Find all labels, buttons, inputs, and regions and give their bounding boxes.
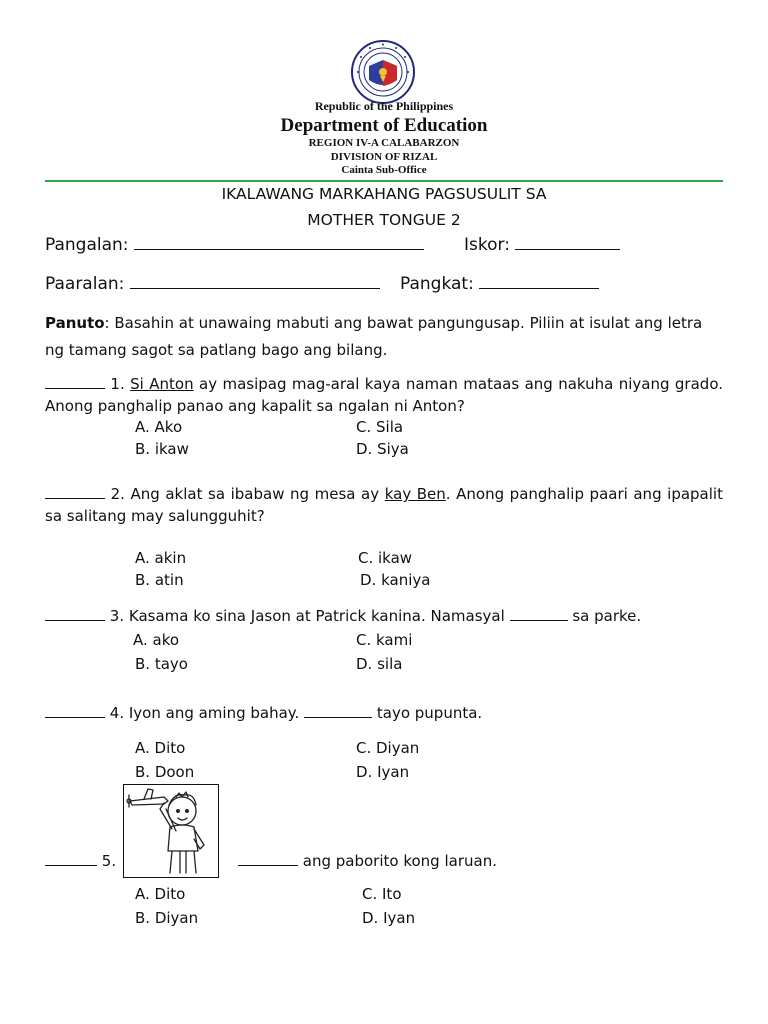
question-text: Ang aklat sa ibabaw ng mesa ay bbox=[130, 485, 385, 503]
name-field[interactable] bbox=[45, 235, 424, 255]
option-a-3: A. ako bbox=[133, 631, 180, 649]
republic-line: Republic of the Philippines bbox=[314, 99, 454, 113]
option-d-4: D. Iyan bbox=[356, 763, 410, 781]
boy-with-toy-airplane-icon bbox=[124, 785, 218, 877]
question-text-end: . Anong panghalip paari ang ipapalit sa salitang may salungguhit? bbox=[45, 485, 723, 525]
question-number: 4. bbox=[109, 704, 125, 722]
section-label: Pangkat: bbox=[400, 274, 474, 294]
answer-blank-4[interactable] bbox=[45, 716, 105, 718]
option-a-1: A. Ako bbox=[135, 418, 183, 436]
option-b-2: B. atin bbox=[135, 571, 184, 589]
score-label: Iskor: bbox=[464, 235, 510, 255]
department-name: Department of Education bbox=[280, 115, 488, 136]
question-1 bbox=[45, 373, 723, 417]
division-line: DIVISION OF RIZAL bbox=[330, 151, 438, 163]
question-text-end: sa parke. bbox=[572, 607, 642, 625]
boy-with-toy-airplane-picture bbox=[123, 784, 219, 878]
instructions bbox=[45, 310, 723, 364]
answer-blank-5[interactable] bbox=[45, 864, 97, 866]
section-field[interactable] bbox=[400, 274, 599, 294]
question-3 bbox=[45, 607, 641, 625]
school-field[interactable] bbox=[45, 274, 380, 294]
score-field[interactable] bbox=[464, 235, 620, 255]
question-text: Kasama ko sina Jason at Patrick kanina. Namasyal bbox=[128, 607, 505, 625]
option-a-4: A. Dito bbox=[135, 739, 186, 757]
option-d-2: D. kaniya bbox=[360, 571, 431, 589]
option-a-5: A. Dito bbox=[135, 885, 186, 903]
answer-blank-2[interactable] bbox=[45, 497, 105, 499]
inline-blank-4[interactable] bbox=[304, 716, 372, 718]
question-number: 2. bbox=[110, 485, 125, 503]
score-blank[interactable] bbox=[515, 248, 620, 250]
region-line: REGION IV-A CALABARZON bbox=[308, 137, 460, 149]
inline-blank-3[interactable] bbox=[510, 619, 568, 621]
deped-seal-icon bbox=[351, 40, 415, 104]
question-number: 5. bbox=[101, 852, 117, 870]
option-a-2: A. akin bbox=[135, 549, 187, 567]
option-d-3: D. sila bbox=[356, 655, 403, 673]
question-5 bbox=[45, 852, 116, 870]
option-c-1: C. Sila bbox=[356, 418, 404, 436]
option-d-1: D. Siya bbox=[356, 440, 409, 458]
instructions-label: Panuto bbox=[45, 314, 105, 332]
question-5-text bbox=[238, 852, 497, 870]
exam-title-line2: MOTHER TONGUE 2 bbox=[307, 211, 461, 229]
name-blank[interactable] bbox=[134, 248, 424, 250]
option-d-5: D. Iyan bbox=[362, 909, 416, 927]
header-divider bbox=[45, 180, 723, 182]
question-text: ay masipag mag-aral kaya naman mataas ang nakuha niyang grado. Anong panghalip panao ang kapalit sa ngalan ni Anton? bbox=[45, 375, 723, 415]
option-c-5: C. Ito bbox=[362, 885, 402, 903]
option-b-5: B. Diyan bbox=[135, 909, 199, 927]
underlined-phrase: kay Ben bbox=[384, 485, 446, 503]
question-number: 1. bbox=[110, 375, 125, 393]
question-2 bbox=[45, 483, 723, 527]
exam-title-line1: IKALAWANG MARKAHANG PAGSUSULIT SA bbox=[221, 185, 547, 203]
underlined-phrase: Si Anton bbox=[130, 375, 194, 393]
section-blank[interactable] bbox=[479, 287, 599, 289]
option-b-4: B. Doon bbox=[135, 763, 195, 781]
question-text-end: tayo pupunta. bbox=[376, 704, 483, 722]
office-line: Cainta Sub-Office bbox=[341, 164, 427, 176]
option-c-3: C. kami bbox=[356, 631, 413, 649]
school-blank[interactable] bbox=[130, 287, 380, 289]
answer-blank-3[interactable] bbox=[45, 619, 105, 621]
answer-blank-1[interactable] bbox=[45, 387, 105, 389]
name-label: Pangalan: bbox=[45, 235, 129, 255]
question-text: Iyon ang aming bahay. bbox=[128, 704, 300, 722]
inline-blank-5[interactable] bbox=[238, 864, 298, 866]
school-label: Paaralan: bbox=[45, 274, 125, 294]
question-number: 3. bbox=[109, 607, 125, 625]
option-b-1: B. ikaw bbox=[135, 440, 189, 458]
option-c-2: C. ikaw bbox=[358, 549, 413, 567]
option-c-4: C. Diyan bbox=[356, 739, 420, 757]
instructions-text: : Basahin at unawaing mabuti ang bawat pangungusap. Piliin at isulat ang letra ng tamang sagot sa patlang bago ang bilang. bbox=[45, 314, 703, 359]
option-b-3: B. tayo bbox=[135, 655, 188, 673]
question-text: ang paborito kong laruan. bbox=[302, 852, 497, 870]
question-4 bbox=[45, 704, 482, 722]
